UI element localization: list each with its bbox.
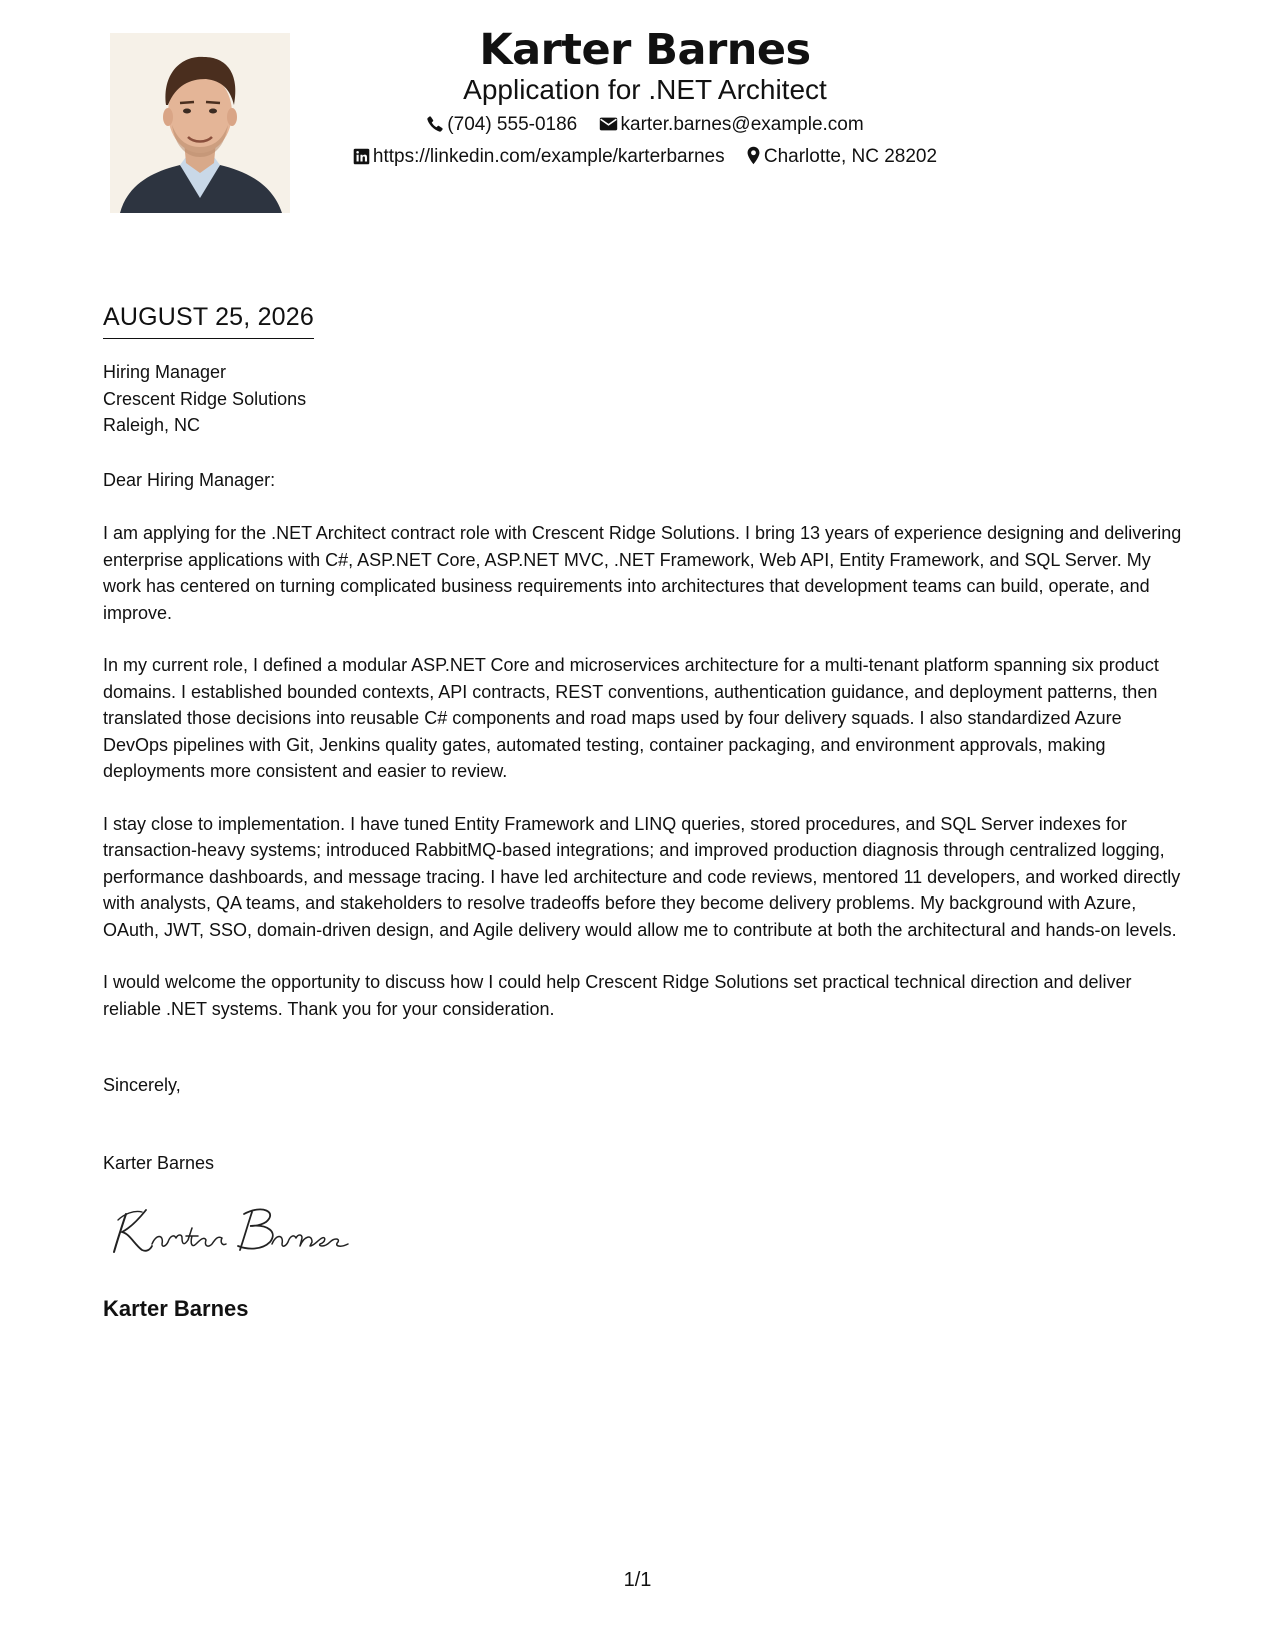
handwritten-signature	[112, 1200, 362, 1260]
contact-row-2	[290, 143, 1000, 171]
body-paragraph: I would welcome the opportunity to discuss how I could help Crescent Ridge Solutions set practical technical direction and deliver reliable .NET systems. Thank you for your consideration.	[103, 972, 1132, 1019]
typed-name: Karter Barnes	[103, 1153, 215, 1173]
recipient-block	[103, 359, 306, 439]
envelope-icon	[599, 115, 618, 133]
page-number: 1/1	[623, 1569, 652, 1591]
recipient-location: Raleigh, NC	[103, 415, 201, 435]
application-subtitle: Application for .NET Architect	[463, 74, 827, 105]
linkedin-icon	[353, 148, 370, 165]
location-text: Charlotte, NC 28202	[763, 146, 938, 167]
body-paragraph: I stay close to implementation. I have tuned Entity Framework and LINQ queries, stored procedures, and SQL Server indexes for transaction-heavy systems; introduced RabbitMQ-based integrations; and improved production diagnosis through centralized logging, performance dashboards, and message tracing. I have led architecture and code reviews, mentored 11 developers, and worked directly with analysts, QA teams, and stakeholders to resolve tradeoffs before they become delivery problems. My background with Azure, OAuth, JWT, SSO, domain-driven design, and Agile delivery would allow me to contribute at both the architectural and hands-on levels.	[103, 813, 1181, 940]
contact-linkedin	[353, 143, 725, 171]
email-address[interactable]: karter.barnes@example.com	[620, 114, 864, 135]
body-paragraph: In my current role, I defined a modular ASP.NET Core and microservices architecture for a multi-tenant platform spanning six product domains. I established bounded contexts, API contracts, REST conventions, authentication guidance, and deployment patterns, then translated those decisions into reusable C# components and road maps used by four delivery squads. I also standardized Azure DevOps pipelines with Git, Jenkins quality gates, automated testing, container packaging, and environment approvals, making deployments more consistent and easier to review.	[103, 655, 1159, 781]
signature-name: Karter Barnes	[103, 1296, 249, 1321]
linkedin-url[interactable]: https://linkedin.com/example/karterbarnes	[372, 146, 725, 167]
contact-email	[599, 111, 864, 139]
closing: Sincerely,	[103, 1075, 181, 1095]
letter-date: AUGUST 25, 2026	[103, 300, 314, 339]
contact-row-1	[290, 111, 1000, 139]
recipient-title: Hiring Manager	[103, 362, 227, 382]
contact-location	[746, 143, 937, 171]
profile-photo	[110, 33, 290, 213]
applicant-name: Karter Barnes	[479, 25, 811, 75]
recipient-company: Crescent Ridge Solutions	[103, 388, 307, 409]
phone-icon	[426, 115, 444, 133]
phone-number[interactable]: (704) 555-0186	[447, 114, 578, 135]
contact-phone	[426, 111, 577, 139]
salutation: Dear Hiring Manager:	[103, 470, 276, 490]
body-paragraph: I am applying for the .NET Architect contract role with Crescent Ridge Solutions. I bring 13 years of experience designing and delivering enterprise applications with C#, ASP.NET Core, ASP.NET MVC, .NET Framework, Web API, Entity Framework, and SQL Server. My work has centered on turning complicated business requirements into architectures that development teams can build, operate, and improve.	[103, 523, 1182, 623]
map-marker-icon	[746, 146, 761, 165]
letter-body	[103, 520, 1183, 1048]
